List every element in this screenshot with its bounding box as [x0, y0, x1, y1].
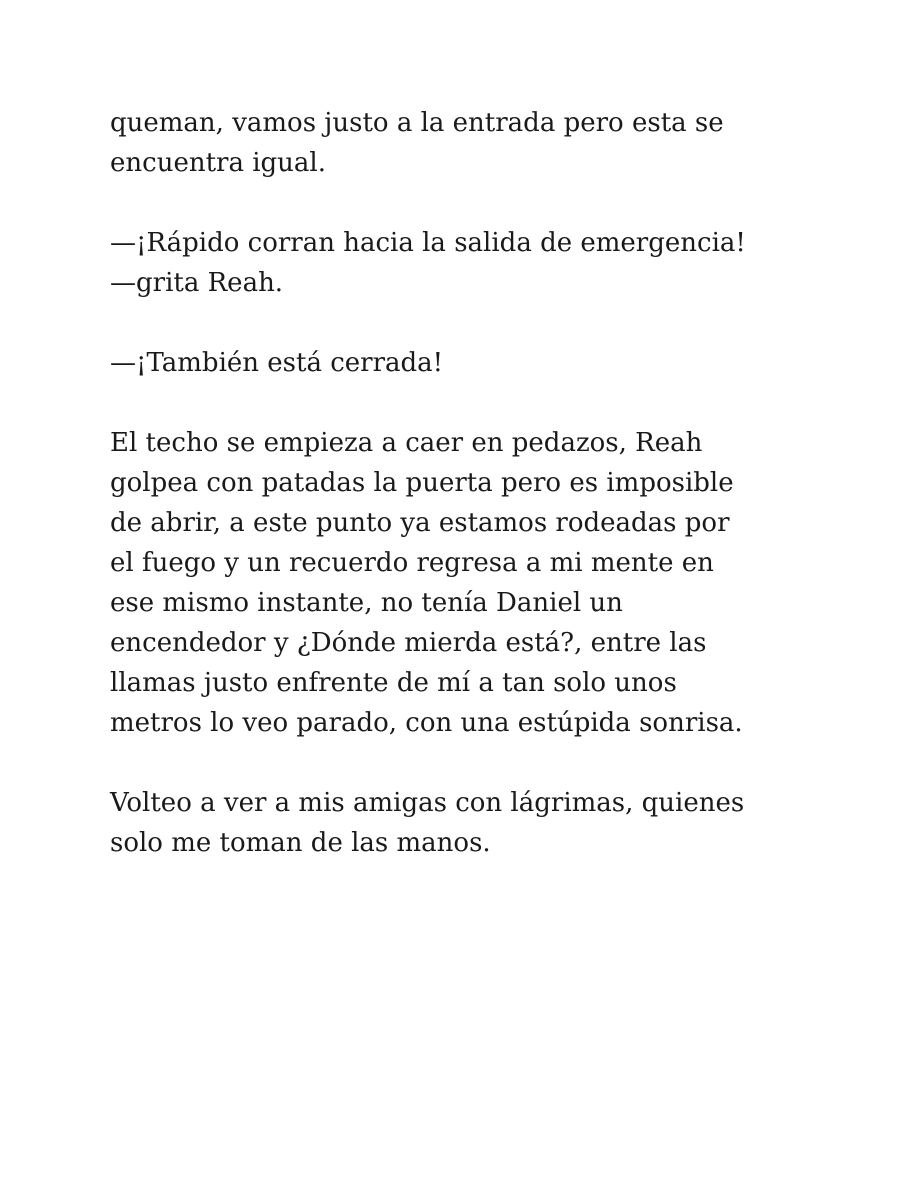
paragraph-5: [110, 783, 810, 863]
text-line: El techo se empieza a caer en pedazos, Reah: [110, 428, 703, 458]
text-line: ese mismo instante, no tenía Daniel un: [110, 588, 623, 618]
text-line: solo me toman de las manos.: [110, 828, 491, 858]
text-line: metros lo veo parado, con una estúpida sonrisa.: [110, 708, 743, 738]
text-line: queman, vamos justo a la entrada pero esta se: [110, 108, 724, 138]
text-line: —¡También está cerrada!: [110, 348, 444, 378]
text-line: de abrir, a este punto ya estamos rodeadas por: [110, 508, 730, 538]
text-line: encuentra igual.: [110, 148, 326, 178]
text-line: encendedor y ¿Dónde mierda está?, entre las: [110, 628, 707, 658]
text-line: llamas justo enfrente de mí a tan solo unos: [110, 668, 677, 698]
paragraph-2: [110, 223, 810, 303]
paragraph-3: [110, 343, 810, 383]
text-line: —grita Reah.: [110, 268, 284, 298]
text-line: el fuego y un recuerdo regresa a mi mente en: [110, 548, 714, 578]
paragraph-1: [110, 103, 810, 183]
paragraph-4: [110, 423, 810, 743]
text-line: Volteo a ver a mis amigas con lágrimas, quienes: [110, 788, 745, 818]
text-line: golpea con patadas la puerta pero es imposible: [110, 468, 734, 498]
text-line: —¡Rápido corran hacia la salida de emergencia!: [110, 228, 746, 258]
page-text: [110, 103, 810, 903]
